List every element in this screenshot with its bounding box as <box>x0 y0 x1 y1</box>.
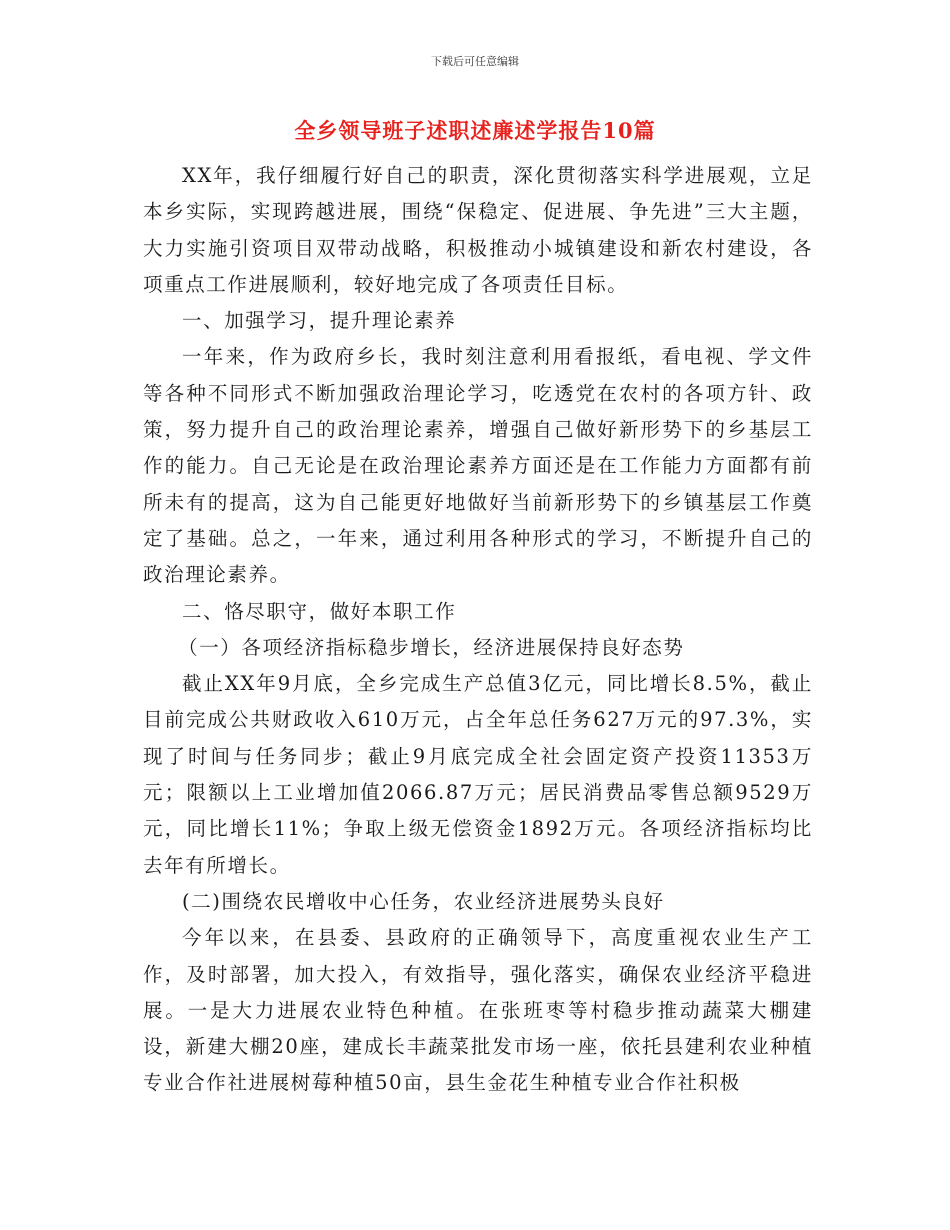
section-heading-2: 二、恪尽职守，做好本职工作 <box>182 599 457 623</box>
document-title: 全乡领导班子述职述廉述学报告10篇 <box>294 118 656 143</box>
document-body <box>143 158 813 1102</box>
paragraph-study: 一年来，作为政府乡长，我时刻注意利用看报纸，看电视、学文件等各种不同形式不断加强政治理论学习，吃透党在农村的各项方针、政策，努力提升自己的政治理论素养，增强自己做好新形势下的乡基层工作的能力。自己无论是在政治理论素养方面还是在工作能力方面都有前所未有的提高，这为自己能更好地做好当前新形势下的乡镇基层工作奠定了基础。总之，一年来，通过利用各种形式的学习，不断提升自己的政治理论素养。 <box>143 345 813 587</box>
paragraph-economy: 截止XX年9月底，全乡完成生产总值3亿元，同比增长8.5%，截止目前完成公共财政收入610万元，占全年总任务627万元的97.3%，实现了时间与任务同步；截止9月底完成全社会固定资产投资11353万元；限额以上工业增加值2066.87万元；居民消费品零售总额9529万元，同比增长11%；争取上级无偿资金1892万元。各项经济指标均比去年有所增长。 <box>143 672 813 877</box>
paragraph-agriculture: 今年以来，在县委、县政府的正确领导下，高度重视农业生产工作，及时部署，加大投入，有效指导，强化落实，确保农业经济平稳进展。一是大力进展农业特色种植。在张班枣等村稳步推动蔬菜大棚建设，新建大棚20座，建成长丰蔬菜批发市场一座，依托县建利农业种植专业合作社进展树莓种植50亩，县生金花生种植专业合作社积极 <box>143 926 813 1095</box>
subsection-heading-2: (二)围绕农民增收中心任务，农业经济进展势头良好 <box>182 889 665 913</box>
paragraph-intro: XX年，我仔细履行好自己的职责，深化贯彻落实科学进展观，立足本乡实际，实现跨越进展，围绕“保稳定、促进展、争先进”三大主题，大力实施引资项目双带动战略，积极推动小城镇建设和新农村建设，各项重点工作进展顺利，较好地完成了各项责任目标。 <box>143 164 813 296</box>
section-heading-1: 一、加强学习，提升理论素养 <box>182 309 457 333</box>
subsection-heading-1: （一）各项经济指标稳步增长，经济进展保持良好态势 <box>178 635 685 659</box>
page-header: 下载后可任意编辑 <box>431 55 519 68</box>
